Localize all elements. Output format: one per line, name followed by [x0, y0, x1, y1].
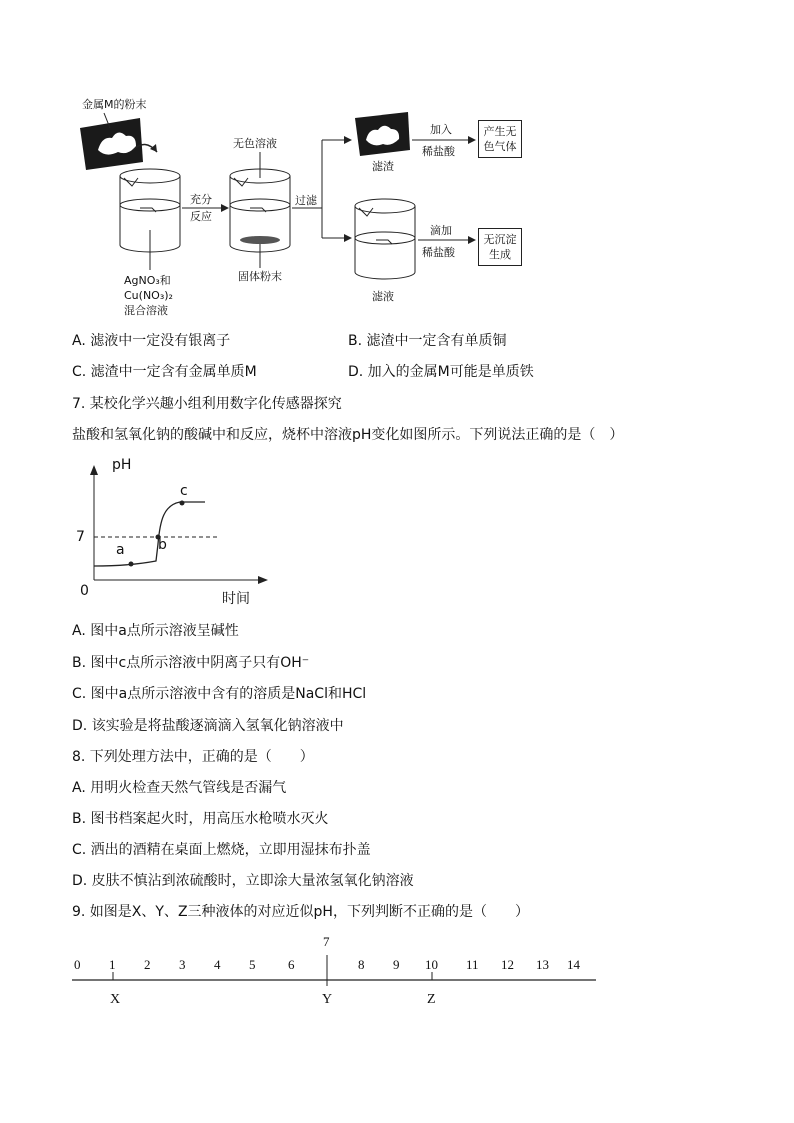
q6-option-a: A. 滤液中一定没有银离子 [72, 333, 231, 349]
point-c-label: c [180, 483, 188, 499]
marker-label-z: Z [427, 992, 436, 1007]
scale-number-11: 11 [466, 957, 479, 972]
marker-label-y: Y [322, 992, 333, 1007]
marker-label-x: X [110, 992, 121, 1007]
q8-option-b: B. 图书档案起火时，用高压水枪喷水灭火 [72, 811, 329, 827]
q7-line1: 7. 某校化学兴趣小组利用数字化传感器探究 [72, 396, 342, 412]
result1-line2: 色气体 [483, 140, 517, 153]
q6-option-d: D. 加入的金属M可能是单质铁 [348, 364, 534, 380]
x-axis-label: 时间 [222, 591, 250, 607]
scale-number-8: 8 [358, 957, 365, 972]
q6-option-c: C. 滤渣中一定含有金属单质M [72, 364, 257, 380]
result1-line1: 产生无 [483, 125, 517, 138]
q8-stem: 8. 下列处理方法中，正确的是（ ） [72, 749, 314, 765]
scale-number-3: 3 [179, 957, 186, 972]
scale-number-1: 1 [109, 957, 116, 972]
drop-label-2: 稀盐酸 [422, 246, 455, 259]
solution-label-3: 混合溶液 [124, 304, 168, 317]
add-label-1: 加入 [430, 123, 452, 136]
q8-option-c: C. 洒出的酒精在桌面上燃烧，立即用湿抹布扑盖 [72, 842, 371, 858]
solid-powder-label: 固体粉末 [238, 270, 282, 283]
scale-number-6: 6 [288, 957, 295, 972]
q8-option-a: A. 用明火检查天然气管线是否漏气 [72, 780, 287, 796]
colorless-solution-label: 无色溶液 [233, 137, 277, 150]
scale-number-13: 13 [536, 957, 549, 972]
y-axis-label: pH [112, 457, 132, 473]
scale-number-4: 4 [214, 957, 221, 972]
react-label-1: 充分 [190, 193, 212, 206]
q7-option-a: A. 图中a点所示溶液呈碱性 [72, 623, 239, 639]
q9-stem: 9. 如图是X、Y、Z三种液体的对应近似pH，下列判断不正确的是（ ） [72, 904, 529, 920]
scale-number-10: 10 [425, 957, 438, 972]
q7-option-b: B. 图中c点所示溶液中阴离子只有OH⁻ [72, 655, 310, 671]
drop-label-1: 滴加 [430, 224, 452, 237]
result2-line2: 生成 [489, 248, 511, 261]
q7-option-c: C. 图中a点所示溶液中含有的溶质是NaCl和HCl [72, 686, 367, 702]
y-tick-7: 7 [76, 529, 85, 545]
solution-label-1: AgNO₃和 [124, 274, 171, 287]
q6-option-b: B. 滤渣中一定含有单质铜 [348, 333, 507, 349]
q7-option-d: D. 该实验是将盐酸逐滴滴入氢氧化钠溶液中 [72, 718, 344, 734]
scale-number-7: 7 [323, 934, 330, 949]
point-b-label: b [158, 537, 167, 553]
origin-label: 0 [80, 583, 89, 599]
scale-number-0: 0 [74, 957, 81, 972]
result2-line1: 无沉淀 [483, 233, 517, 246]
add-label-2: 稀盐酸 [422, 145, 455, 158]
q7-line2: 盐酸和氢氧化钠的酸碱中和反应，烧杯中溶液pH变化如图所示。下列说法正确的是（ ） [72, 427, 624, 443]
q8-option-d: D. 皮肤不慎沾到浓硫酸时，立即涂大量浓氢氧化钠溶液 [72, 873, 414, 889]
scale-number-14: 14 [567, 957, 580, 972]
filtrate-label: 滤液 [372, 290, 394, 303]
point-a-label: a [116, 542, 125, 558]
scale-number-12: 12 [501, 957, 514, 972]
react-label-2: 反应 [190, 210, 212, 223]
solution-label-2: Cu(NO₃)₂ [124, 289, 173, 302]
residue-label: 滤渣 [372, 160, 394, 173]
scale-number-9: 9 [393, 957, 400, 972]
scale-number-5: 5 [249, 957, 256, 972]
filter-label: 过滤 [295, 194, 317, 207]
metal-powder-label: 金属M的粉末 [82, 98, 147, 111]
scale-number-2: 2 [144, 957, 151, 972]
